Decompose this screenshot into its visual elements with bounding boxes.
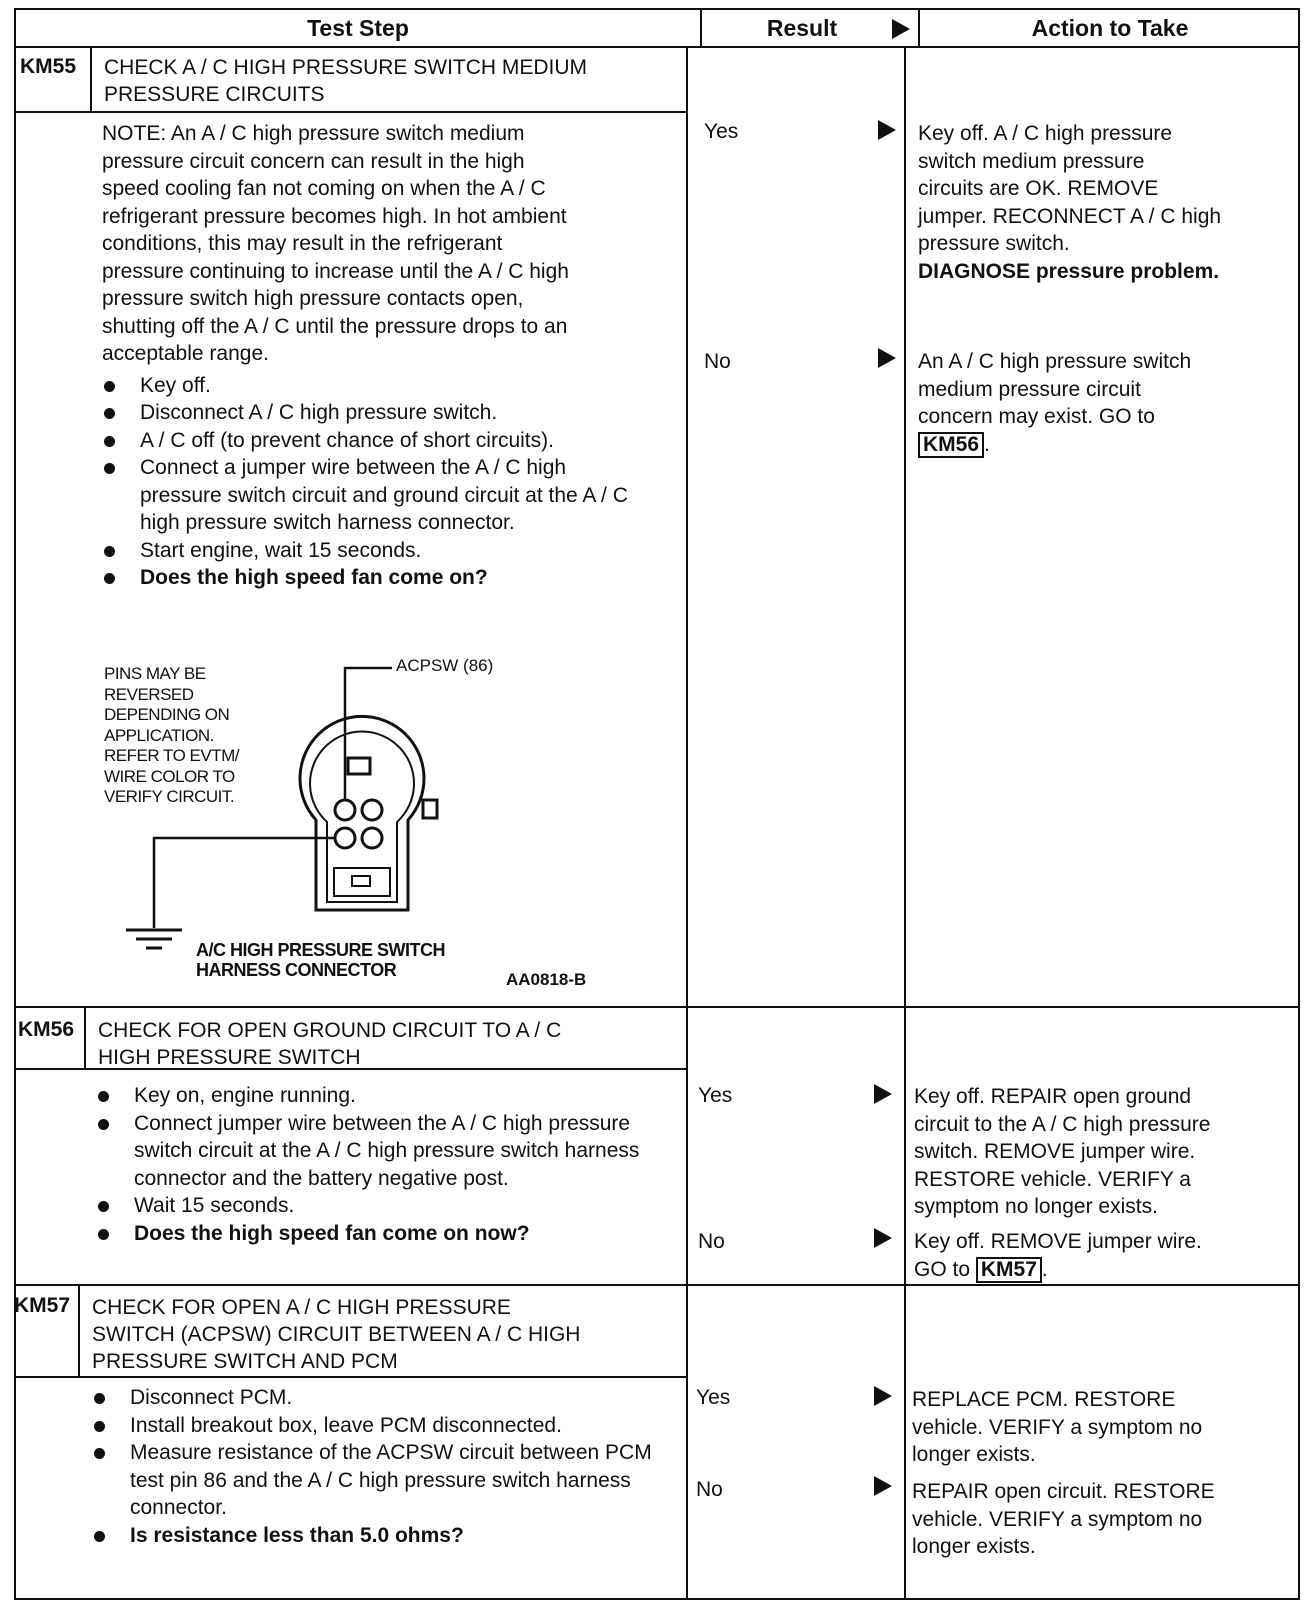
id-divider bbox=[78, 1285, 80, 1377]
action-text bbox=[918, 348, 1270, 458]
title-underline bbox=[16, 111, 688, 113]
action-line: Key off. A / C high pressure bbox=[918, 122, 1173, 145]
question-item: Does the high speed fan come on now? bbox=[96, 1220, 680, 1248]
action-line: longer exists. bbox=[912, 1535, 1036, 1558]
arrow-right-icon bbox=[878, 120, 896, 140]
step-body bbox=[92, 1384, 684, 1549]
note-line: speed cooling fan not coming on when the A / C bbox=[102, 177, 546, 200]
step-reference-link[interactable]: KM57 bbox=[976, 1257, 1042, 1283]
list-item: Key off. bbox=[102, 372, 642, 400]
list-item: Start engine, wait 15 seconds. bbox=[102, 537, 642, 565]
bullet-list bbox=[96, 1082, 680, 1247]
row-divider bbox=[16, 1284, 1300, 1286]
action-line: pressure switch. bbox=[918, 232, 1070, 255]
diagram-note-line: VERIFY CIRCUIT. bbox=[104, 787, 235, 806]
note-line: pressure switch high pressure contacts open, bbox=[102, 287, 524, 310]
bullet-list bbox=[102, 372, 642, 592]
list-item: Wait 15 seconds. bbox=[96, 1192, 680, 1220]
figure-code: AA0818-B bbox=[506, 970, 587, 989]
diagram-note-line: PINS MAY BE bbox=[104, 664, 206, 683]
note-line: shutting off the A / C until the pressure drops to an bbox=[102, 314, 568, 338]
arrow-right-icon bbox=[892, 19, 910, 39]
pin-label: ACPSW (86) bbox=[396, 656, 494, 675]
diagnostic-table bbox=[14, 8, 1300, 1600]
id-divider bbox=[84, 1007, 86, 1069]
step-title-line: CHECK A / C HIGH PRESSURE SWITCH MEDIUM bbox=[104, 56, 588, 79]
action-line: concern may exist. GO to bbox=[918, 405, 1155, 428]
action-line: Key off. REMOVE jumper wire. bbox=[914, 1230, 1202, 1253]
diagram-note bbox=[104, 664, 239, 808]
action-line: circuit to the A / C high pressure bbox=[914, 1112, 1211, 1136]
action-line: REPLACE PCM. RESTORE bbox=[912, 1388, 1176, 1411]
diagram-note-line: DEPENDING ON bbox=[104, 705, 230, 724]
arrow-right-icon bbox=[874, 1476, 892, 1496]
result-yes: Yes bbox=[696, 1386, 731, 1409]
step-title-line: PRESSURE SWITCH AND PCM bbox=[92, 1350, 398, 1373]
action-text bbox=[912, 1478, 1298, 1561]
result-no: No bbox=[698, 1230, 725, 1253]
list-item: Install breakout box, leave PCM disconnected. bbox=[92, 1412, 684, 1440]
step-id: KM56 bbox=[18, 1018, 75, 1041]
step-title-line: SWITCH (ACPSW) CIRCUIT BETWEEN A / C HIGH bbox=[92, 1323, 581, 1346]
header-test-step bbox=[16, 10, 702, 48]
diagram-caption-line: A/C HIGH PRESSURE SWITCH bbox=[196, 940, 446, 960]
action-line: vehicle. VERIFY a symptom no bbox=[912, 1415, 1203, 1439]
action-line: circuits are OK. REMOVE bbox=[918, 177, 1159, 200]
action-text bbox=[914, 1228, 1298, 1283]
list-item: Disconnect A / C high pressure switch. bbox=[102, 399, 642, 427]
action-line: DIAGNOSE pressure problem. bbox=[918, 259, 1220, 283]
action-line: medium pressure circuit bbox=[918, 377, 1141, 401]
note-line: refrigerant pressure becomes high. In hot ambient bbox=[102, 204, 567, 228]
step-reference-link[interactable]: KM56 bbox=[918, 432, 984, 458]
diagram-caption-line: HARNESS CONNECTOR bbox=[196, 960, 397, 980]
action-line: An A / C high pressure switch bbox=[918, 350, 1192, 373]
list-item: Key on, engine running. bbox=[96, 1082, 680, 1110]
row-divider bbox=[16, 1006, 1300, 1008]
header-result-label: Result bbox=[766, 14, 838, 41]
question-item: Does the high speed fan come on? bbox=[102, 564, 642, 592]
arrow-right-icon bbox=[874, 1228, 892, 1248]
note-line: conditions, this may result in the refrigerant bbox=[102, 232, 503, 255]
id-divider bbox=[90, 48, 92, 112]
question-item: Is resistance less than 5.0 ohms? bbox=[92, 1522, 684, 1550]
header-action bbox=[920, 10, 1300, 48]
step-title-line: CHECK FOR OPEN GROUND CIRCUIT TO A / C bbox=[98, 1019, 562, 1042]
column-divider bbox=[686, 48, 688, 1600]
list-item: Connect a jumper wire between the A / C high pressure switch circuit and ground circuit at the A / C high pressure switch harness connector. bbox=[102, 454, 642, 537]
note-line: pressure circuit concern can result in the high bbox=[102, 149, 525, 173]
step-title bbox=[92, 1294, 580, 1375]
list-item: A / C off (to prevent chance of short circuits). bbox=[102, 427, 642, 455]
arrow-right-icon bbox=[878, 348, 896, 368]
note-line: acceptable range. bbox=[102, 342, 269, 365]
note-line: NOTE: An A / C high pressure switch medium bbox=[102, 122, 525, 145]
action-line: REPAIR open circuit. RESTORE bbox=[912, 1480, 1215, 1503]
header-test-step-label: Test Step bbox=[307, 14, 409, 41]
diagram-note-line: REVERSED bbox=[104, 684, 194, 704]
result-no: No bbox=[704, 350, 731, 373]
step-id: KM57 bbox=[14, 1294, 71, 1317]
action-line: KM56 . bbox=[918, 431, 1270, 459]
action-line: switch. REMOVE jumper wire. bbox=[914, 1140, 1196, 1163]
ref-prefix: GO to bbox=[914, 1257, 971, 1281]
action-line: jumper. RECONNECT A / C high bbox=[918, 204, 1222, 228]
step-title-line: PRESSURE CIRCUITS bbox=[104, 83, 325, 106]
action-line: GO to KM57 . bbox=[914, 1257, 1048, 1281]
step-title-line: CHECK FOR OPEN A / C HIGH PRESSURE bbox=[92, 1296, 511, 1319]
diagram-note-line: REFER TO EVTM/ bbox=[104, 746, 240, 765]
result-yes: Yes bbox=[698, 1084, 733, 1107]
action-text bbox=[914, 1083, 1298, 1221]
action-line: Key off. REPAIR open ground bbox=[914, 1085, 1192, 1108]
step-title bbox=[104, 54, 587, 108]
step-title bbox=[98, 1017, 561, 1071]
action-line: vehicle. VERIFY a symptom no bbox=[912, 1507, 1203, 1531]
step-body bbox=[96, 1082, 680, 1247]
arrow-right-icon bbox=[874, 1386, 892, 1406]
diagram-note-line: APPLICATION. bbox=[104, 725, 214, 745]
step-title-line: HIGH PRESSURE SWITCH bbox=[98, 1046, 361, 1069]
result-yes: Yes bbox=[704, 120, 739, 143]
result-no: No bbox=[696, 1478, 723, 1501]
action-line: longer exists. bbox=[912, 1443, 1036, 1466]
step-id: KM55 bbox=[20, 55, 77, 78]
action-line: RESTORE vehicle. VERIFY a bbox=[914, 1167, 1191, 1191]
header-result bbox=[702, 10, 920, 48]
header-action-label: Action to Take bbox=[1031, 14, 1189, 41]
arrow-right-icon bbox=[874, 1084, 892, 1104]
action-line: symptom no longer exists. bbox=[914, 1195, 1158, 1218]
list-item: Measure resistance of the ACPSW circuit between PCM test pin 86 and the A / C high pressure switch harness connector. bbox=[92, 1439, 684, 1522]
list-item: Disconnect PCM. bbox=[92, 1384, 684, 1412]
diagram-note-line: WIRE COLOR TO bbox=[104, 766, 235, 786]
action-text bbox=[912, 1386, 1298, 1469]
list-item: Connect jumper wire between the A / C high pressure switch circuit at the A / C high pressure switch harness connector and the battery negative post. bbox=[96, 1110, 680, 1193]
action-text bbox=[918, 120, 1270, 285]
diagram-caption bbox=[196, 940, 445, 980]
column-divider bbox=[904, 48, 906, 1600]
title-underline bbox=[16, 1376, 688, 1378]
step-body bbox=[102, 120, 682, 592]
bullet-list bbox=[92, 1384, 684, 1549]
action-line: switch medium pressure bbox=[918, 149, 1145, 173]
connector-diagram bbox=[102, 640, 622, 990]
note-line: pressure continuing to increase until the A / C high bbox=[102, 259, 569, 283]
